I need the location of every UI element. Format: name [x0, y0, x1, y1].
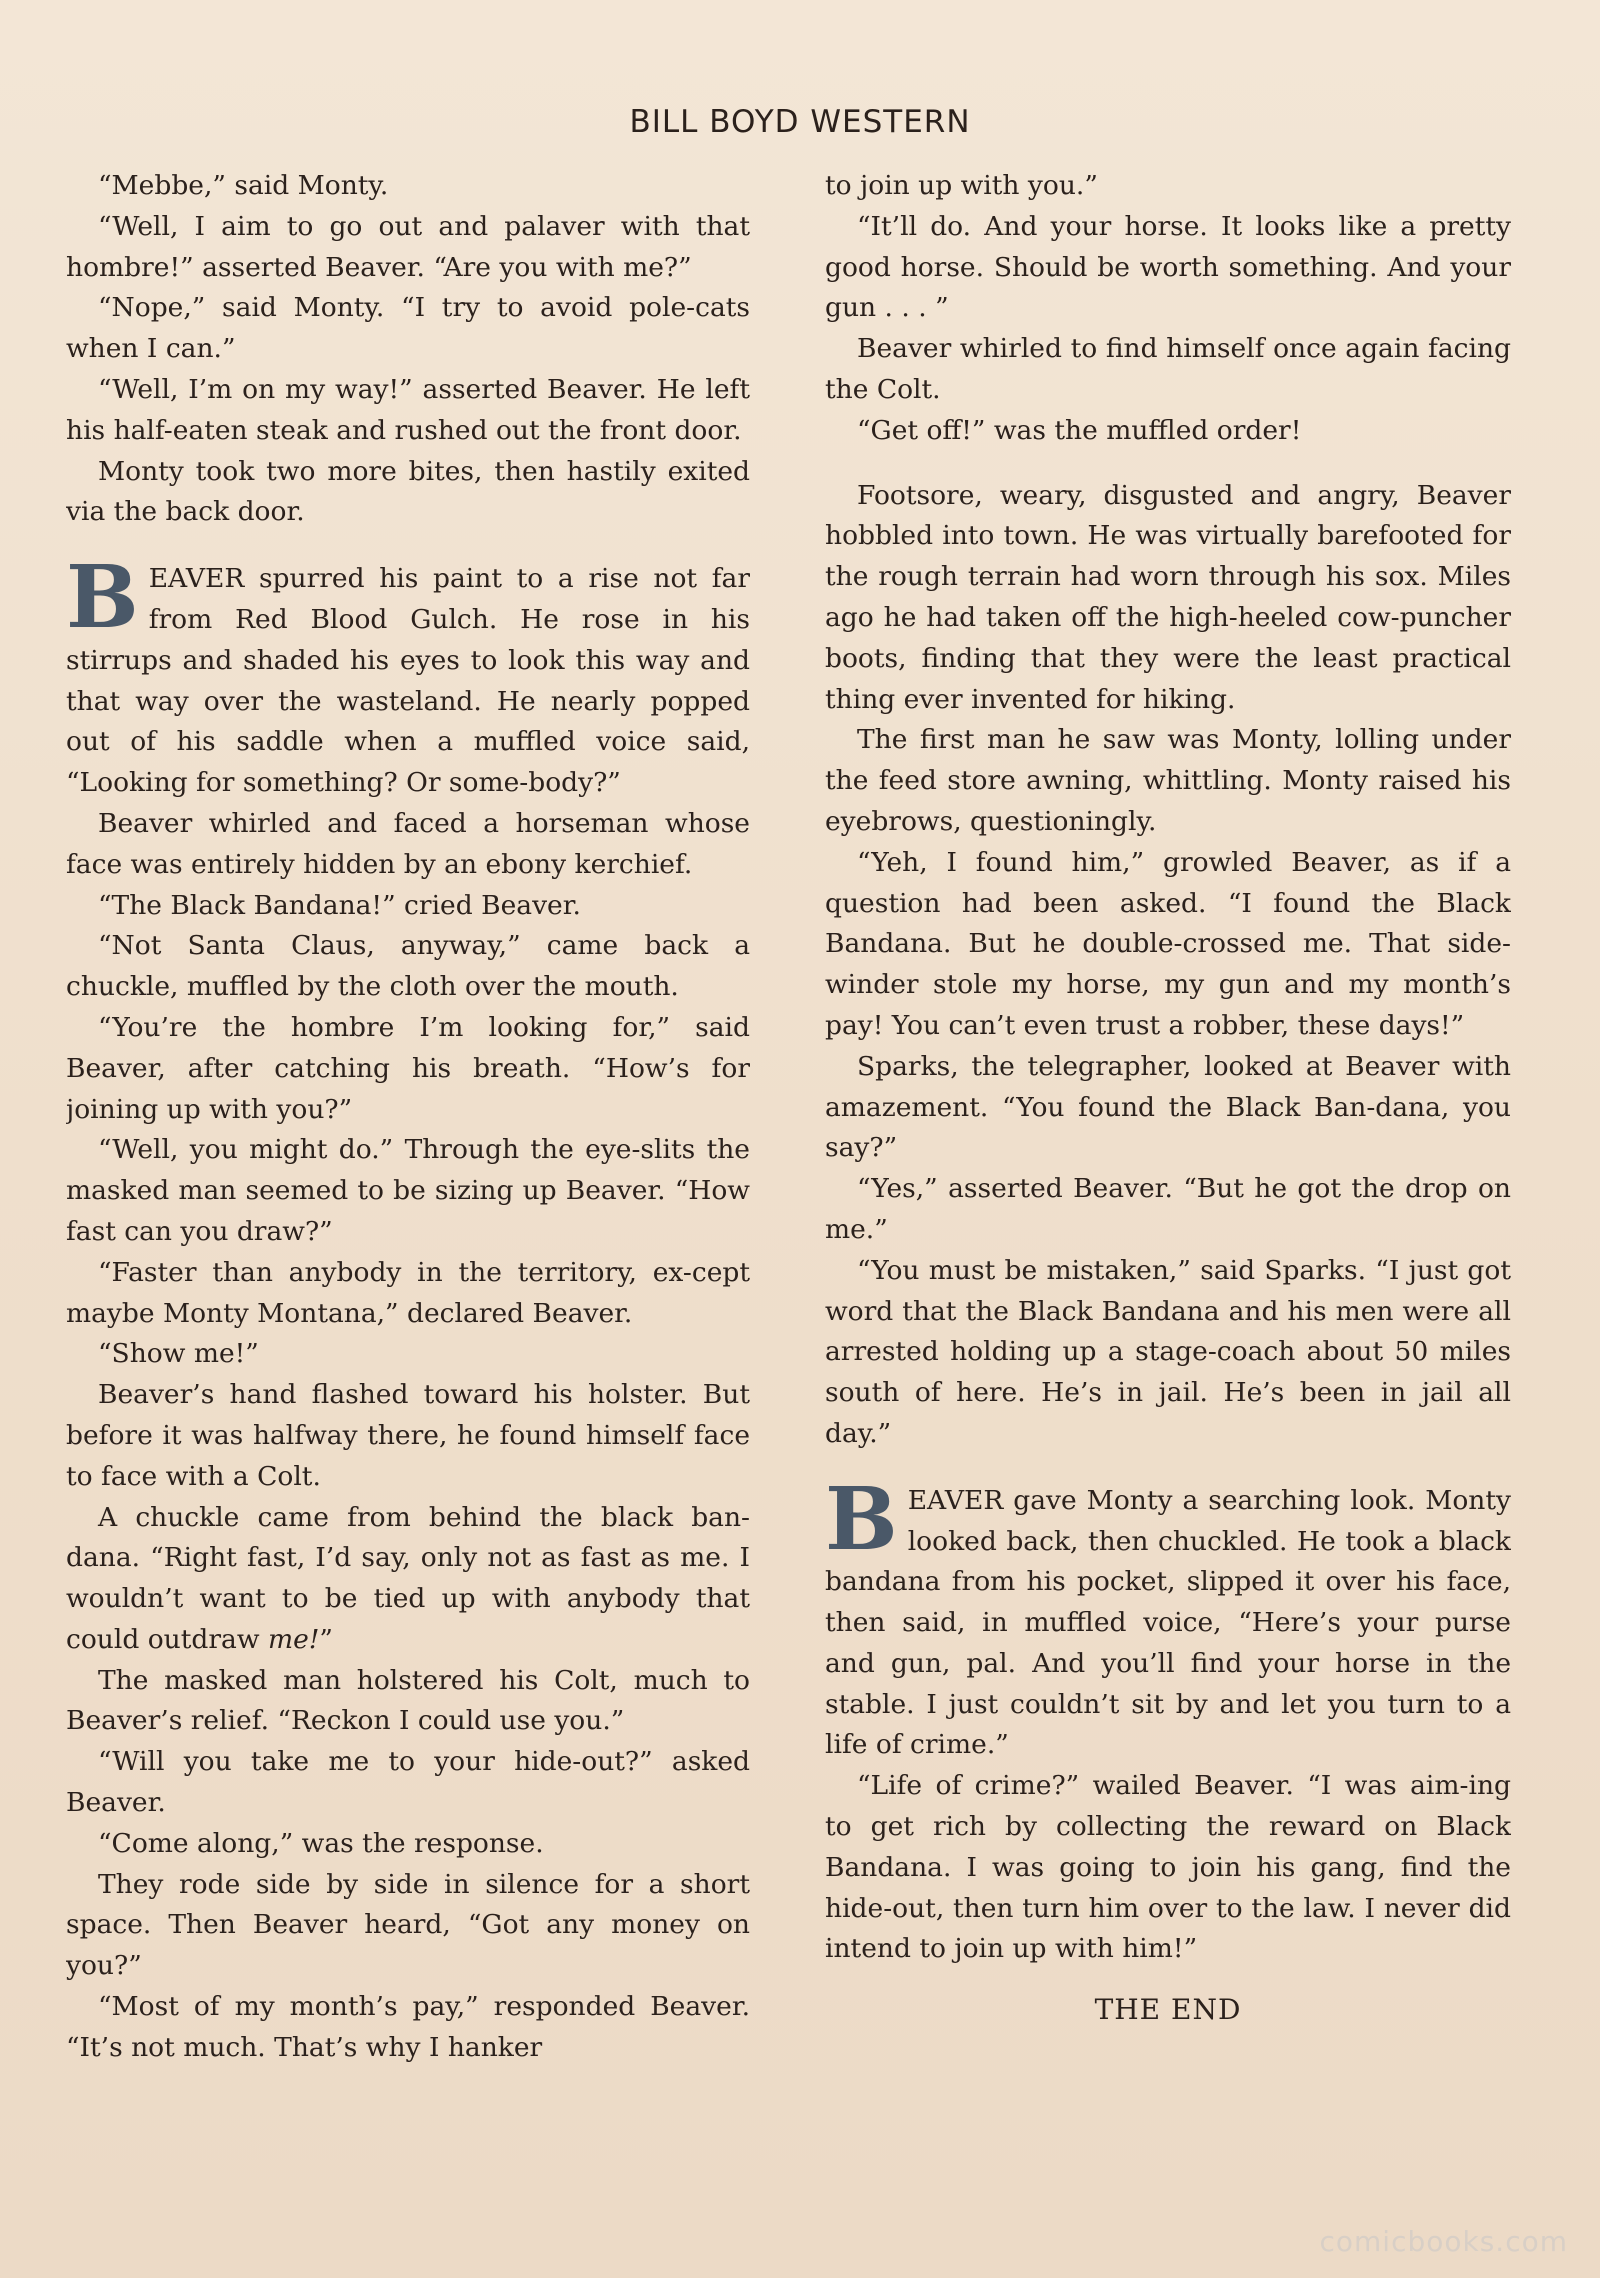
- dropcap-paragraph: [66, 547, 750, 804]
- paragraph: “Mebbe,” said Monty.: [98, 170, 389, 201]
- paragraph: “Nope,” said Monty. “I try to avoid pole-cats when I can.”: [66, 292, 750, 365]
- paragraph: “Well, I aim to go out and palaver with that hombre!” asserted Beaver. “Are you with me?”: [66, 210, 750, 283]
- paragraph: Footsore, weary, disgusted and angry, Beaver hobbled into town. He was virtually barefooted for the rough terrain had worn through his sox. Miles ago he had taken off the high-heeled cow-puncher boots, finding that they were the least practical thing ever invented for hiking.: [825, 479, 1511, 715]
- paragraph: [66, 1498, 750, 1661]
- paragraph: The first man he saw was Monty, lolling under the feed store awning, whittling. Monty raised his eyebrows, questioningly.: [825, 724, 1511, 837]
- dropcap-paragraph-text: EAVER gave Monty a searching look. Monty looked back, then chuckled. He took a black bandana from his pocket, slipped it over his face, then said, in muffled voice, “Here’s your purse and gun, pal. And you’ll find your horse in the stable. I just couldn’t sit by and let you turn to a life of crime.”: [825, 1484, 1511, 1761]
- paragraph: “Faster than anybody in the territory, ex-cept maybe Monty Montana,” declared Beaver.: [66, 1256, 750, 1329]
- paragraph: “Show me!”: [98, 1338, 259, 1370]
- paragraph: “Come along,” was the response.: [98, 1827, 544, 1859]
- paragraph: “Will you take me to your hide-out?” asked Beaver.: [66, 1746, 750, 1819]
- paragraph: The masked man holstered his Colt, much to Beaver’s relief. “Reckon I could use you.”: [66, 1664, 750, 1737]
- paragraph: “Most of my month’s pay,” responded Beaver. “It’s not much. That’s why I hanker: [66, 1991, 750, 2063]
- paragraph-text: ”: [319, 1623, 333, 1655]
- paragraph: Beaver’s hand flashed toward his holster. But before it was halfway there, he found himself face to face with a Colt.: [66, 1379, 750, 1492]
- paragraph: “Yes,” asserted Beaver. “But he got the drop on me.”: [825, 1173, 1511, 1245]
- page-header: BILL BOYD WESTERN: [629, 104, 971, 140]
- paragraph: “Get off!” was the muffled order!: [857, 414, 1302, 446]
- paragraph: Beaver whirled to find himself once again facing the Colt.: [825, 333, 1511, 405]
- paragraph: “Yeh, I found him,” growled Beaver, as if a question had been asked. “I found the Black Bandana. But he double-crossed me. That side-winder stole my horse, my gun and my month’s pay! You can’t even trust a robber, these days!”: [825, 846, 1511, 1041]
- drop-cap-letter: B: [825, 1468, 898, 1570]
- emphasis-text: me!: [267, 1623, 320, 1655]
- paragraph: “The Black Bandana!” cried Beaver.: [98, 889, 581, 921]
- paragraph: Beaver whirled and faced a horseman whose face was entirely hidden by an ebony kerchief.: [66, 807, 750, 880]
- paragraph: “Life of crime?” wailed Beaver. “I was aim-ing to get rich by collecting the reward on Black Bandana. I was going to join his gang, find the hide-out, then turn him over to the law. I never did intend to join up with him!”: [825, 1770, 1511, 1965]
- paragraph: “You’re the hombre I’m looking for,” said Beaver, after catching his breath. “How’s for joining up with you?”: [66, 1011, 750, 1125]
- paragraph: “Not Santa Claus, anyway,” came back a chuckle, muffled by the cloth over the mouth.: [66, 930, 750, 1003]
- paragraph: “You must be mistaken,” said Sparks. “I just got word that the Black Bandana and his men were all arrested holding up a stage-coach about 50 miles south of here. He’s in jail. He’s been in jail all day.”: [825, 1254, 1511, 1449]
- watermark: comicbooks.com: [1319, 2225, 1568, 2258]
- the-end-label: THE END: [1094, 1993, 1242, 2027]
- paragraph: “Well, you might do.” Through the eye-slits the masked man seemed to be sizing up Beaver. “How fast can you draw?”: [66, 1134, 750, 1247]
- paragraph: “Well, I’m on my way!” asserted Beaver. He left his half-eaten steak and rushed out the front door.: [66, 373, 750, 446]
- paragraph: to join up with you.”: [825, 170, 1098, 201]
- left-column: [66, 166, 750, 2206]
- paragraph: “It’ll do. And your horse. It looks like a pretty good horse. Should be worth something. And your gun . . . ”: [825, 210, 1511, 324]
- paragraph: Monty took two more bites, then hastily exited via the back door.: [66, 455, 750, 528]
- paragraph: They rode side by side in silence for a short space. Then Beaver heard, “Got any money on you?”: [66, 1868, 750, 1982]
- dropcap-paragraph: [825, 1468, 1511, 1767]
- drop-cap-letter: B: [66, 547, 139, 649]
- dropcap-paragraph-text: EAVER spurred his paint to a rise not far from Red Blood Gulch. He rose in his stirrups and shaded his eyes to look this way and that way over the wasteland. He nearly popped out of his saddle when a muffled voice said, “Looking for something? Or some-body?”: [66, 563, 750, 799]
- right-column: [825, 166, 1511, 2206]
- paragraph: Sparks, the telegrapher, looked at Beaver with amazement. “You found the Black Ban-dana, you say?”: [825, 1050, 1511, 1164]
- paragraph-text: A chuckle came from behind the black ban-dana. “Right fast, I’d say, only not as fast as me. I wouldn’t want to be tied up with anybody that could outdraw: [66, 1501, 750, 1655]
